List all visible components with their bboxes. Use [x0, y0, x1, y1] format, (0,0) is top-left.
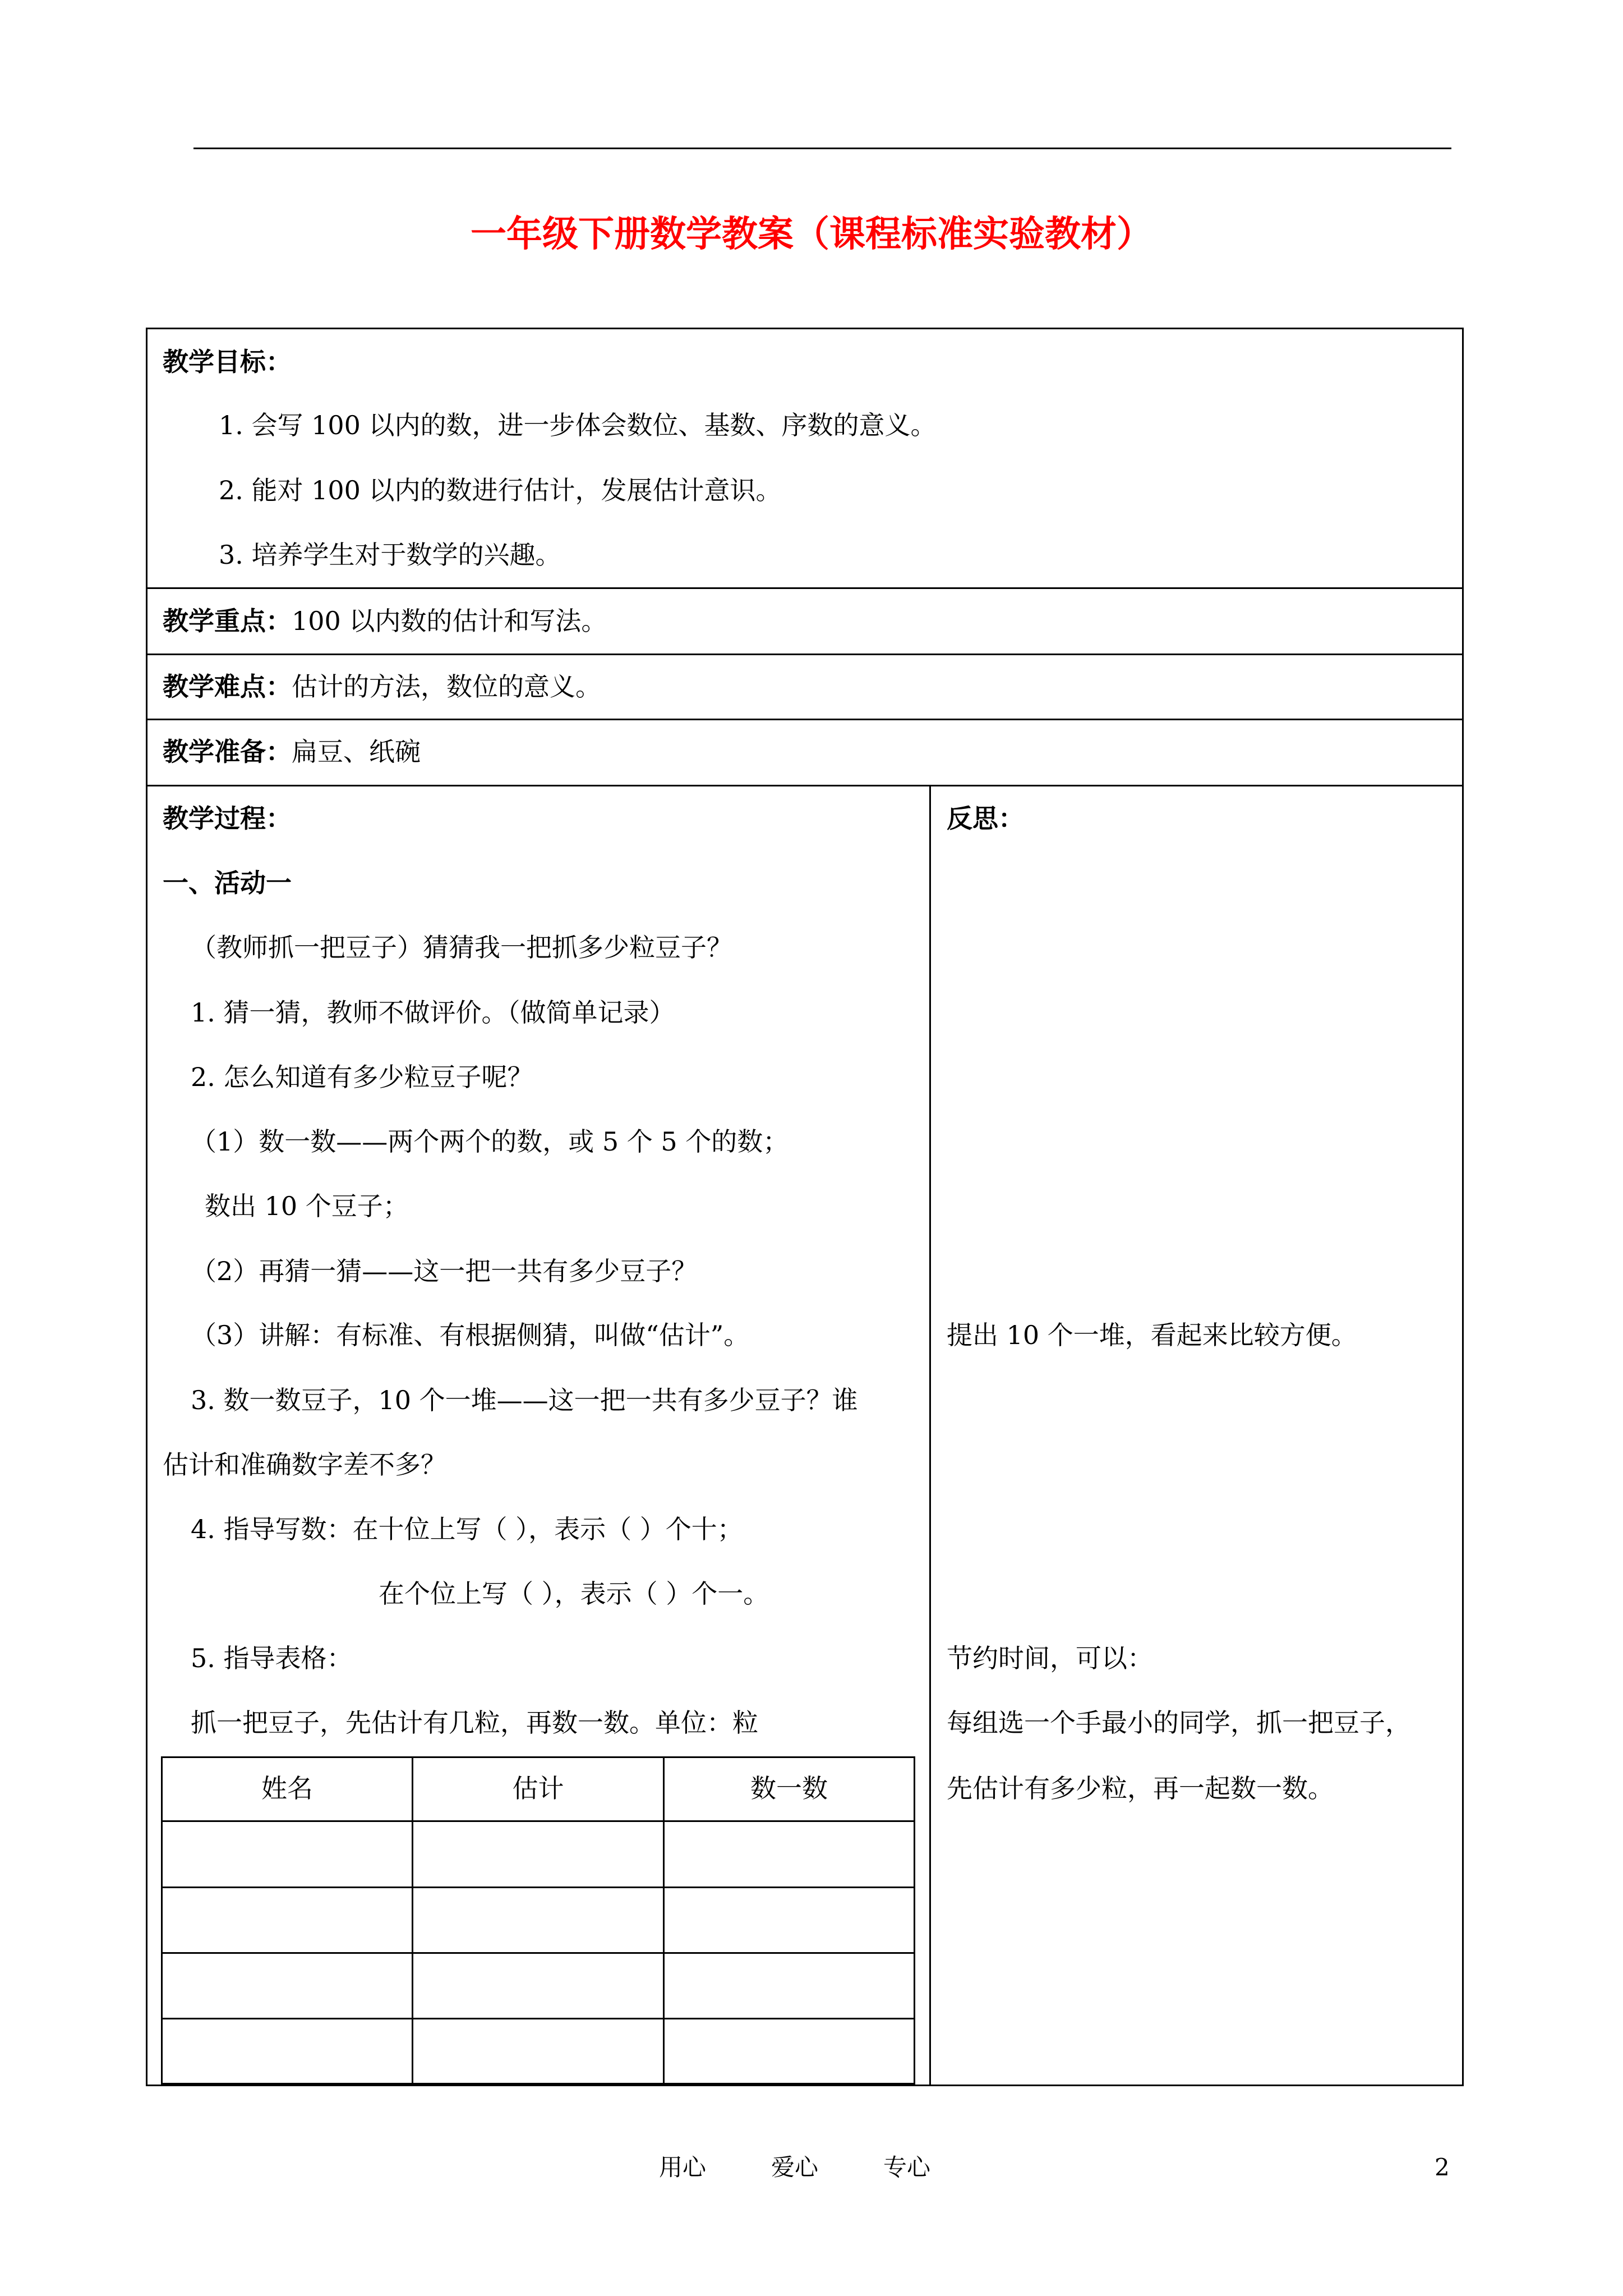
objective-item: 3. 培养学生对于数学的兴趣。: [219, 540, 561, 570]
difficulty-label: 教学难点：: [163, 671, 292, 702]
table-border-top: [146, 328, 1464, 329]
process-line: 2. 怎么知道有多少粒豆子呢？: [191, 1062, 533, 1092]
reflection-note: 节约时间，可以：: [947, 1643, 1153, 1673]
table-border-bottom: [146, 2085, 1464, 2086]
process-line: 估计和准确数字差不多？: [163, 1450, 446, 1480]
column-divider: [929, 785, 931, 2086]
table-divider: [146, 785, 1464, 786]
process-line: 3. 数一数豆子，10 个一堆——这一把一共有多少豆子？谁: [191, 1385, 858, 1415]
process-line: 4. 指导写数：在十位上写（ ），表示（ ）个十；: [191, 1514, 743, 1544]
table-divider: [146, 654, 1464, 655]
estimate-table-line: [914, 1756, 915, 2085]
process-line: （3）讲解：有标准、有根据侧猜，叫做“估计”。: [191, 1320, 750, 1350]
estimate-table-line: [412, 1756, 413, 2085]
section-heading: 一、活动一: [163, 868, 292, 898]
table-border-right: [1462, 328, 1464, 2086]
estimate-table-line: [663, 1756, 665, 2085]
table-border-left: [146, 328, 147, 2086]
table-divider: [146, 719, 1464, 720]
column-header-name: 姓名: [261, 1773, 313, 1803]
process-line: （2）再猜一猜——这一把一共有多少豆子？: [191, 1256, 698, 1286]
footer-motto: 用心: [659, 2154, 707, 2181]
reflection-note: 每组选一个手最小的同学，抓一把豆子，: [947, 1708, 1411, 1738]
reflection-note: 先估计有多少粒，再一起数一数。: [947, 1773, 1334, 1803]
page-title: 一年级下册数学教案（课程标准实验教材）: [471, 214, 1152, 255]
column-header-count: 数一数: [750, 1773, 828, 1803]
process-label: 教学过程：: [163, 803, 292, 834]
objectives-label: 教学目标：: [163, 347, 292, 377]
preparation-text: 扁豆、纸碗: [292, 737, 421, 767]
estimate-table-line: [161, 2083, 915, 2085]
key-point-text: 100 以内数的估计和写法。: [292, 606, 607, 636]
reflection-note: 提出 10 个一堆，看起来比较方便。: [947, 1320, 1357, 1350]
header-rule: [193, 148, 1451, 149]
page-number: 2: [1435, 2154, 1450, 2181]
estimate-table-line: [161, 1952, 915, 1954]
process-line: 在个位上写（ ），表示（ ）个一。: [379, 1579, 769, 1609]
footer-motto: 爱心: [771, 2154, 819, 2181]
footer-motto: 专心: [883, 2154, 931, 2181]
estimate-table-line: [161, 1756, 163, 2085]
process-line: 5. 指导表格：: [191, 1643, 353, 1673]
process-line: （1）数一数——两个两个的数，或 5 个 5 个的数；: [191, 1126, 789, 1157]
column-header-estimate: 估计: [512, 1773, 564, 1803]
estimate-table-line: [161, 1820, 915, 1822]
process-line: （教师抓一把豆子）猜猜我一把抓多少粒豆子？: [191, 932, 732, 963]
estimate-table-line: [161, 2018, 915, 2019]
key-point-row: [163, 605, 607, 637]
objective-item: 1. 会写 100 以内的数，进一步体会数位、基数、序数的意义。: [219, 410, 937, 440]
difficulty-row: [163, 671, 601, 702]
estimate-table-line: [161, 1887, 915, 1888]
reflection-label: 反思：: [947, 803, 1024, 834]
table-divider: [146, 587, 1464, 589]
preparation-label: 教学准备：: [163, 737, 292, 767]
difficulty-text: 估计的方法，数位的意义。: [292, 671, 601, 702]
process-line: 1. 猜一猜，教师不做评价。（做简单记录）: [191, 997, 675, 1028]
process-line: 数出 10 个豆子；: [205, 1191, 409, 1221]
key-point-label: 教学重点：: [163, 606, 292, 636]
process-line: 抓一把豆子，先估计有几粒，再数一数。单位：粒: [191, 1708, 758, 1738]
objective-item: 2. 能对 100 以内的数进行估计，发展估计意识。: [219, 475, 782, 505]
preparation-row: [163, 736, 421, 767]
estimate-table-line: [161, 1756, 915, 1758]
